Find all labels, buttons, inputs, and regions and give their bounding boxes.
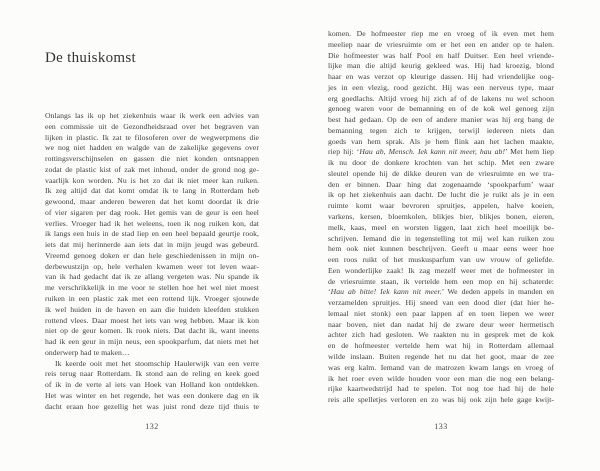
text-line: riep hij: ‘Hau ab, Mensch. Iek kann nit meer, hau ab!’ Met hem liep [328, 147, 554, 157]
text-line: verlies. Vroeger had ik het weleens, toen ik nog ruiken kon, dat [45, 218, 259, 228]
text-line: zodat de plastic kist of zak met inhoud, onder de grond nog ge- [45, 164, 259, 174]
text-line: Die hofmeester was half Pool en half Duitser. Een heel vriende- [328, 50, 554, 60]
text-line: ik het roer even wilde houden voor een man die nog een belang- [328, 373, 554, 383]
text-line: naar boven, niet dan nadat hij de zware deur weer hermetisch [328, 319, 554, 329]
text-line: was erg kalm. Iemand van de matrozen kwam langs en vroeg of [328, 362, 554, 372]
text-line: of ik in de verte al iets van Hoek van Holland kon ontdekken. [45, 380, 259, 390]
text-line: jes in een vlezig, rood gezicht. Hij was een nerveus type, maar [328, 82, 554, 92]
text-line: wilde inslaan. Buiten regende het nu dat het goot, maar de zee [328, 351, 554, 361]
text-line: hem ook niet kunnen beschrijven. Geeft u maar eens weer hoe [328, 244, 554, 254]
text-line: onderwerp had te maken… [45, 347, 130, 357]
text-line: we nog niet hadden en walgde van de zakelijke gegevens over [45, 143, 259, 153]
left-page-number: 132 [145, 422, 159, 431]
text-line: niet op de geur komen. Ik rook niets. Dat dacht ik, want ineens [45, 326, 259, 336]
text-line: had ik een geur in mijn neus, een spookparfum, dat niets met het [45, 337, 259, 347]
text-line: Ik zeg altijd dat dat komt omdat ik te lang in Rotterdam heb [45, 186, 259, 196]
text-line: Een wonderlijke zaak! Ik zag mezelf weer met de hofmeester in [328, 265, 554, 275]
text-line: haar en was verzot op kleurige dassen. Hij had vriendelijke oog- [328, 72, 554, 82]
text-line: komen. De hofmeester riep me en vroeg of ik even met hem [328, 29, 554, 38]
text-line: lemaal niet stonk) een paar lappen af en toen liepen we weer [328, 308, 554, 318]
text-line: reis alle spelletjes verloren en zo was hij ook zijn hele gage kwijt- [328, 395, 554, 405]
text-line: gewoond, maar anderen beweren dat het komt doordat ik drie [45, 197, 259, 207]
text-line: me verschrikkelijk in me voor te stellen hoe het wel niet moest [45, 283, 259, 293]
text-line: iets dat mij herinnerde aan iets dat in mijn jeugd was gebeurd. [45, 240, 259, 250]
text-line: ik langs een huis in de stad liep en een heel bepaald geurtje rook, [45, 229, 259, 239]
text-line: verzamelden spruitjes. Hij sneed van een dood dier (dat hier he- [328, 298, 554, 308]
text-line: varkens, kersen, bloemkolen, blikjes bier, blikjes bonen, eieren, [328, 212, 555, 222]
right-page-text-column [328, 29, 554, 406]
text-line: de vriesruimte staan, ik vertelde hem een mop en hij schaterde: [328, 276, 554, 286]
text-line: Vreemd genoeg doken er dan hele geschiedenissen in mijn on- [45, 250, 259, 260]
text-line: ik op het ziekenhuis aan dacht. De lucht die je ruikt als je in een [328, 190, 554, 200]
text-line: melk, kaas, meel en worsten liggen, laat zich heel moeilijk be- [328, 222, 554, 232]
text-line: achter zich had gesloten. We raakten nu in gesprek met de kok [328, 330, 554, 340]
text-line: ruiken in een plastic zak met een rottend lijk. Vroeger sjouwde [45, 294, 259, 304]
text-line: genoeg waren voor de bemanning en of de kok wel genoeg zijn [328, 104, 554, 114]
right-page-number: 133 [434, 422, 448, 431]
text-line: lijke man die altijd keurig gekleed was. Hij had kroezig, blond [328, 61, 554, 71]
text-line: rijke kaartwedstrijd had te spelen. Tot nog toe had hij de hele [328, 384, 554, 394]
text-line: ‘Hau ab bitte! Iek kann nit meer.’ We deden appels in manden en [328, 287, 554, 297]
text-line: derbewustzijn op, hele verhalen kwamen weer tot leven waar- [45, 261, 259, 271]
text-line: Het was winter en het regende, het was een donkere dag en ik [45, 390, 260, 400]
text-line: ik wel huiden in de haven en aan die huiden kleefden stukken [45, 304, 259, 314]
text-line: van ik had gedacht dat ik ze allang vergeten was. Nu spande ik [45, 272, 259, 282]
text-line: Onlangs las ik op het ziekenhuis waar ik werk een advies van [45, 111, 259, 120]
text-line: den er binnen. Daar hing dat zogenaamde ‘spookparfum’ waar [328, 179, 554, 189]
text-line: rottingsverschijnselen en gassen die niet konden ontsnappen [45, 154, 259, 164]
text-line: een commissie uit de Gezondheidsraad over het begraven van [45, 121, 259, 131]
text-line: erg goedlachs. Altijd vroeg hij zich af of de lakens nu wel schoon [328, 93, 554, 103]
text-line: lijken in plastic. Ik zat te filosoferen over de wegwerpmens die [45, 132, 259, 142]
left-page-text-column [45, 111, 259, 412]
text-line: bemanning tegen zich te krijgen, terwijl iedereen niets dan [328, 125, 554, 135]
text-line: ik nu door de donkere krochten van het schip. Met een zware [328, 158, 554, 168]
text-line: dacht eraan hoe gezellig het was juist rond deze tijd thuis te [45, 401, 259, 411]
text-line: meeliep naar de vriesruimte om er het een en ander op te halen. [328, 39, 554, 49]
text-line: en de hofmeester vertelde hem wat hij in Rotterdam allemaal [328, 341, 554, 351]
text-line: reis terug naar Rotterdam. Ik stond aan de reling en keek goed [45, 369, 259, 379]
text-line: sleutel opende hij de dikke deuren van de vriesruimte en we tra- [328, 168, 554, 178]
text-line: of vier sigaren per dag rook. Het gemis van de geur is een heel [45, 207, 259, 217]
text-line: ruimte komt waar bevroren spruitjes, appelen, halve koeien, [328, 201, 554, 211]
text-line: goeds van hem sprak. Als je hem flink aan het lachen maakte, [328, 136, 554, 146]
text-line: schrijven. Iemand die in tegenstelling tot mij wel kan ruiken zou [328, 233, 554, 243]
text-line: rottend vlees. Daar moest het iets van weg hebben. Maar ik kon [45, 315, 259, 325]
chapter-title: De thuiskomst [45, 50, 136, 66]
text-line: vaarlijk kon worden. Nu is het zo dat ik niet meer kan ruiken. [45, 175, 259, 185]
text-line: best had gedaan. Op de een of andere manier was hij erg bang de [328, 115, 554, 125]
text-line: Ik keerde ooit met het stoomschip Haulerwijk van een verre [55, 358, 259, 368]
text-line: een roos ruikt of het muskusparfum van uw vrouw of geliefde. [328, 255, 554, 265]
